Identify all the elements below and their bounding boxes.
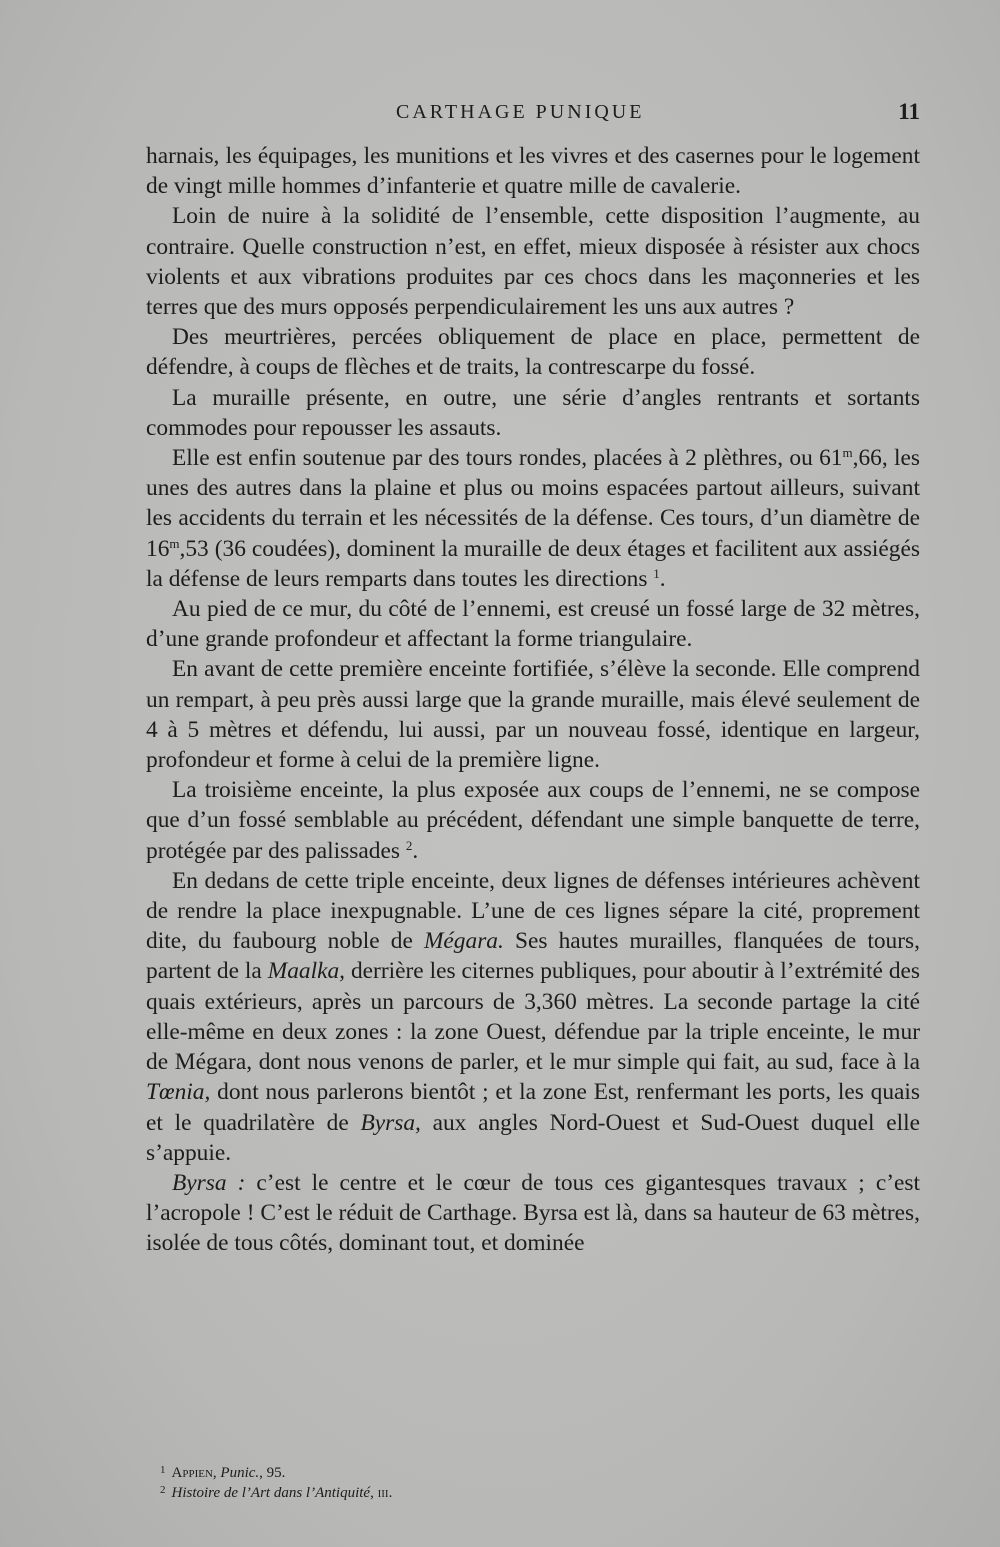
italic-text: Mégara.	[423, 928, 504, 955]
text-run: .	[659, 565, 666, 592]
text-run: Au pied de ce mur, du côté de l’ennemi, est creusé un fossé large de 32 mètres, d’une grande profondeur et affectant la forme triangulaire.	[146, 596, 920, 653]
text-run: La troisième enceinte, la plus exposée aux coups de l’ennemi, ne se compose que d’un fossé semblable au précédent, défendant une simple banquette de terre, protégée par des palissades	[146, 777, 920, 864]
text-run: La muraille présente, en outre, une série d’angles rentrants et sortants commodes pour repousser les assauts.	[146, 384, 920, 441]
italic-text: Punic.	[220, 1465, 260, 1481]
superscript: 2	[405, 837, 413, 853]
running-title: CARTHAGE PUNIQUE	[396, 101, 645, 123]
footnote	[160, 1462, 860, 1482]
text-run: Loin de nuire à la solidité de l’ensemble, cette disposition l’augmente, au contraire. Quelle construction n’est, en effet, mieux disposée à résister aux chocs violents et aux vibrations produites par ces chocs dans les maçonneries et les terres que des murs opposés perpendiculairement les uns aux autres ?	[146, 203, 920, 321]
italic-text: Byrsa,	[360, 1109, 421, 1136]
text-run: ,	[370, 1485, 378, 1501]
italic-text: Histoire de l’Art dans l’Antiquité	[171, 1485, 371, 1501]
paragraph	[146, 594, 920, 654]
paragraph	[146, 141, 920, 201]
text-run: derrière les citernes publiques, pour aboutir à l’extrémité des quais extérieurs, après un parcours de 3,360 mètres. La seconde partage la cité elle-même en deux zones : la zone Ouest, défendue par la triple enceinte, le mur de Mégara, dont nous venons de parler, et le mur simple qui fait, au sud, face à la	[146, 958, 920, 1076]
footnote-number: 2	[160, 1484, 166, 1496]
paragraph	[146, 1168, 920, 1259]
paragraph	[146, 654, 920, 775]
text-run: , 95.	[259, 1465, 286, 1481]
italic-text: Tœnia,	[146, 1079, 211, 1106]
paragraph	[146, 866, 920, 1168]
text-run: aux angles Nord-Ouest et Sud-Ouest duquel elle s’appuie.	[146, 1109, 920, 1166]
paragraph	[146, 322, 920, 382]
text-run: En avant de cette première enceinte fortifiée, s’élève la seconde. Elle comprend un rempart, à peu près aussi large que la grande muraille, mais élevé seulement de 4 à 5 mètres et défendu, lui aussi, par un nouveau fossé, identique en largeur, profondeur et forme à celui de la première ligne.	[146, 656, 920, 774]
paragraph	[146, 775, 920, 866]
page-header	[146, 101, 920, 129]
superscript: m	[842, 445, 853, 461]
text-run: Des meurtrières, percées obliquement de place en place, permettent de défendre, à coups de flèches et de traits, la contrescarpe du fossé.	[146, 324, 920, 381]
text-run: Ses hautes murailles, flanquées de tours, partent de la	[146, 928, 920, 985]
italic-text: Maalka,	[267, 958, 346, 985]
footnote	[160, 1482, 860, 1502]
superscript: m	[169, 535, 180, 551]
paragraph	[146, 383, 920, 443]
text-run: En dedans de cette triple enceinte, deux lignes de défenses intérieures achèvent de rendre la place inexpugnable. L’une de ces lignes sépare la cité, proprement dite, du faubourg noble de	[146, 867, 920, 955]
text-run: dont nous parlerons bientôt ; et la zone Est, renfermant les ports, les quais et le quadrilatère de	[146, 1079, 920, 1136]
text-run: .	[412, 837, 419, 864]
footnotes	[160, 1462, 860, 1502]
paragraph	[146, 443, 920, 594]
text-run: ,66, les unes des autres dans la plaine et plus ou moins espacées partout ailleurs, suivant les accidents du terrain et les nécessités de la défense. Ces tours, d’un diamètre de 16	[146, 445, 920, 562]
text-run: ,53 (36 coudées), dominent la muraille de deux étages et facilitent aux assiégés la défense de leurs remparts dans toutes les directions	[146, 535, 920, 592]
small-caps-text: Appien	[171, 1465, 213, 1481]
small-caps-text: iii	[377, 1485, 389, 1501]
paragraph	[146, 201, 920, 322]
text-run: Elle est enfin soutenue par des tours rondes, placées à 2 plèthres, ou 61	[172, 445, 843, 472]
text-run: c’est le centre et le cœur de tous ces gigantesques travaux ; c’est l’acropole ! C’est le réduit de Carthage. Byrsa est là, dans sa hauteur de 63 mètres, isolée de tous côtés, dominant tout, et dominée	[146, 1169, 920, 1257]
text-run: .	[388, 1485, 393, 1501]
italic-text: Byrsa :	[172, 1169, 246, 1196]
text-run: harnais, les équipages, les munitions et les vivres et des casernes pour le logement de vingt mille hommes d’infanterie et quatre mille de cavalerie.	[146, 143, 920, 200]
body-text	[146, 141, 920, 1259]
text-run: ,	[212, 1465, 221, 1481]
page-number: 11	[898, 99, 920, 124]
footnote-number: 1	[160, 1464, 166, 1476]
superscript: 1	[653, 565, 660, 581]
